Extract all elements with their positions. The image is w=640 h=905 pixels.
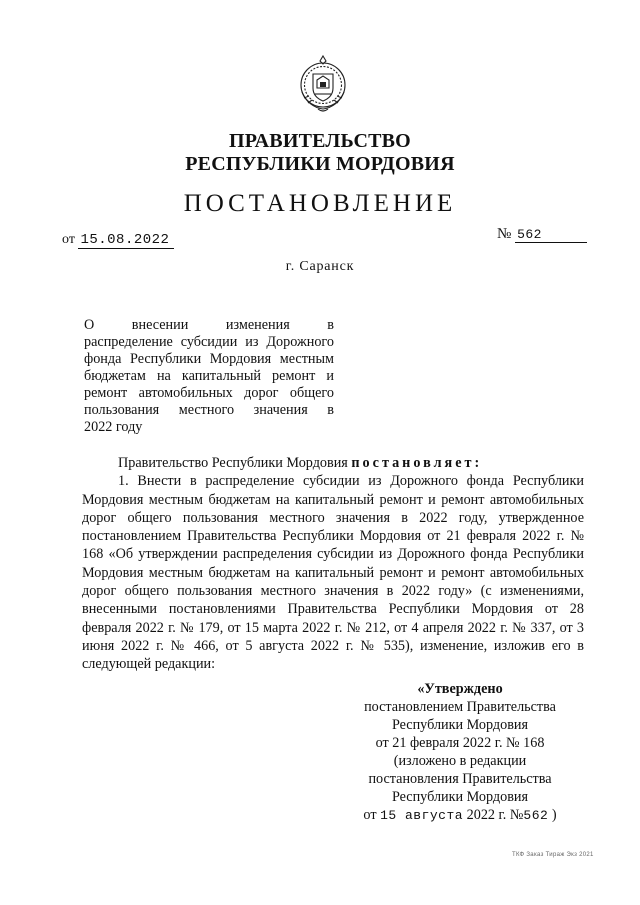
date-value: 15.08.2022 (78, 233, 174, 249)
approval-last-year: 2022 г. № (466, 807, 524, 823)
org-name-line1: ПРАВИТЕЛЬСТВО (229, 130, 411, 152)
date-prefix: от (62, 232, 75, 247)
subject-line: 2022 году (84, 419, 143, 435)
document-subject (84, 317, 334, 436)
paragraph-1: 1. Внести в распределение субсидии из Дорожного фонда Республики Мордовия местным бюджетам на капитальный ремонт и ремонт автомобильных дорог общего пользования местного значения в 2022 году, утвержденное постановлением Правительства Республики Мордовия от 21 февраля 2022 г. № 168 «Об утверждении распределения субсидии из Дорожного фонда Республики Мордовия местным бюджетам на капитальный ремонт и ремонт автомобильных дорог общего пользования местного значения в 2022 году» (с изменениями, внесенными постановлениями Правительства Республики Мордовия от 28 февраля 2022 г. № 179, от 15 марта 2022 г. № 212, от 4 апреля 2022 г. № 337, от 3 июня 2022 г. № 466, от 5 августа 2022 г. № 535), изменение, изложив его в следующей редакции: (82, 473, 584, 673)
approval-line: Республики Мордовия (391, 789, 529, 805)
intro-paragraph (82, 454, 584, 472)
date-row (62, 232, 174, 249)
number-value: 562 (515, 227, 587, 243)
approval-heading: «Утверждено (417, 681, 503, 697)
approval-last-suffix: ) (551, 807, 557, 823)
number-prefix: № (497, 226, 512, 242)
intro-text: Правительство Республики Мордовия (118, 455, 348, 471)
city: г. Саранск (285, 259, 355, 274)
document-body (82, 454, 584, 674)
document-type-title: ПОСТАНОВЛЕНИЕ (183, 190, 457, 217)
subject-line: фонда Республики Мордовия местным (84, 351, 334, 367)
approval-line: Республики Мордовия (391, 717, 529, 733)
number-row (497, 226, 587, 243)
approval-line: постановления Правительства (368, 771, 552, 787)
approval-last-prefix: от (363, 807, 377, 823)
approval-line: постановлением Правительства (364, 699, 556, 715)
approval-last-number: 562 (523, 808, 549, 823)
approval-last-line (340, 806, 580, 825)
approval-block (340, 680, 580, 825)
coat-of-arms-icon (294, 52, 352, 114)
approval-line: от 21 февраля 2022 г. № 168 (375, 735, 545, 751)
subject-line: О внесении изменения в (84, 317, 334, 333)
subject-line: распределение субсидии из Дорожного (84, 334, 334, 350)
print-mark: ТКФ Заказ Тираж Экз 2021 (512, 852, 594, 858)
subject-line: бюджетам на капитальный ремонт и (84, 368, 334, 384)
intro-action: постановляет: (351, 455, 483, 471)
approval-line: (изложено в редакции (393, 753, 527, 769)
approval-last-date: 15 августа (380, 808, 464, 823)
subject-line: ремонт автомобильных дорог общего (84, 385, 334, 401)
subject-line: пользования местного значения в (84, 402, 334, 418)
org-name-line2: РЕСПУБЛИКИ МОРДОВИЯ (185, 153, 455, 175)
